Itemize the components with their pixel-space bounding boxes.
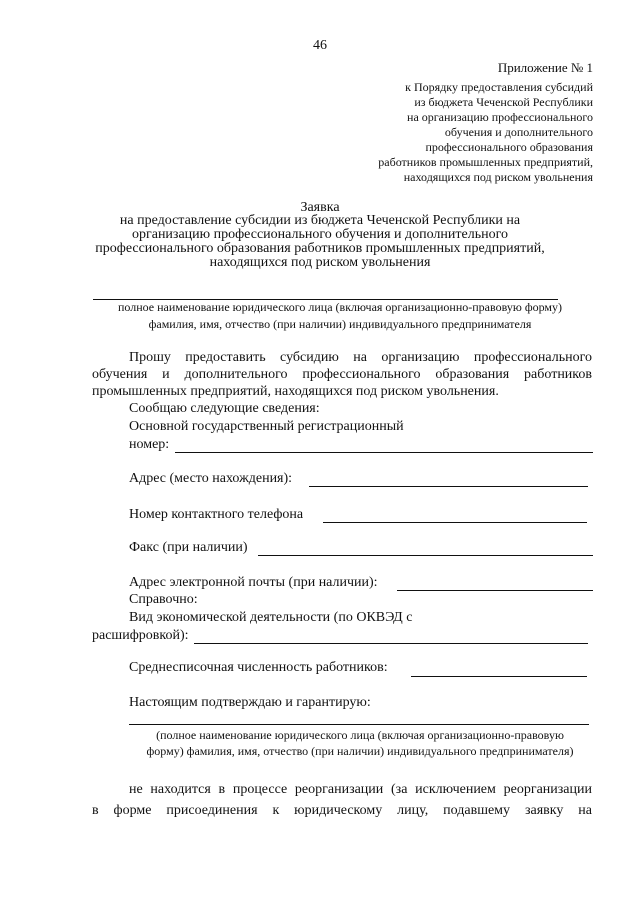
- subtitle-line: организацию профессионального обучения и дополнительного: [131, 227, 508, 242]
- headcount-label: Среднесписочная численность работников:: [129, 660, 388, 675]
- appendix-line: работников промышленных предприятий,: [378, 155, 593, 169]
- address-input-line[interactable]: [309, 486, 588, 487]
- address-label: Адрес (место нахождения):: [129, 471, 293, 486]
- okved-label-line1: Вид экономической деятельности (по ОКВЭД с: [129, 610, 413, 625]
- appendix-line: обучения и дополнительного: [444, 125, 593, 139]
- appendix-reference: [378, 80, 593, 185]
- fax-input-line[interactable]: [258, 555, 593, 556]
- confirm-name-line[interactable]: [129, 724, 589, 725]
- subtitle-line: профессионального образования работников промышленных предприятий,: [95, 241, 545, 256]
- appendix-line: из бюджета Чеченской Республики: [414, 95, 593, 109]
- appendix-line: на организацию профессионального: [407, 110, 593, 124]
- applicant-caption: [60, 299, 620, 333]
- phone-input-line[interactable]: [323, 522, 587, 523]
- page-number: 46: [313, 38, 327, 53]
- request-line: промышленных предприятий, находящихся под риском увольнения.: [92, 384, 499, 399]
- email-input-line[interactable]: [397, 590, 593, 591]
- document-subtitle: [0, 214, 640, 270]
- closing-line: не находится в процессе реорганизации (за исключением реорганизации: [129, 782, 592, 797]
- request-line: обучения и дополнительного профессионального образования работников: [92, 367, 592, 382]
- request-line: Прошу предоставить субсидию на организацию профессионального: [129, 350, 592, 365]
- reference-label: Справочно:: [129, 592, 198, 607]
- confirm-caption: [120, 727, 600, 759]
- request-paragraph: [92, 349, 592, 400]
- appendix-title: Приложение № 1: [497, 60, 593, 75]
- caption-line: полное наименование юридического лица (включая организационно-правовую форму): [117, 300, 562, 314]
- ogrn-label-line1: Основной государственный регистрационный: [129, 419, 404, 434]
- okved-input-line[interactable]: [194, 643, 588, 644]
- confirm-label: Настоящим подтверждаю и гарантирую:: [129, 695, 371, 710]
- email-label: Адрес электронной почты (при наличии):: [129, 575, 378, 590]
- appendix-line: к Порядку предоставления субсидий: [405, 80, 593, 94]
- appendix-line: находящихся под риском увольнения: [403, 170, 593, 184]
- caption-line: (полное наименование юридического лица (включая организационно-правовую: [156, 728, 564, 742]
- phone-label: Номер контактного телефона: [129, 507, 304, 522]
- info-intro: Сообщаю следующие сведения:: [129, 401, 320, 416]
- ogrn-input-line[interactable]: [175, 452, 593, 453]
- caption-line: фамилия, имя, отчество (при наличии) индивидуального предпринимателя: [148, 317, 532, 331]
- closing-paragraph: [92, 779, 592, 821]
- ogrn-label-line2: номер:: [129, 437, 170, 452]
- caption-line: форму) фамилия, имя, отчество (при наличии) индивидуального предпринимателя): [146, 744, 574, 758]
- closing-line: в форме присоединения к юридическому лицу, подавшему заявку на: [92, 803, 592, 818]
- subtitle-line: на предоставление субсидии из бюджета Чеченской Республики на: [119, 213, 521, 228]
- fax-label: Факс (при наличии): [129, 540, 248, 555]
- headcount-input-line[interactable]: [411, 676, 587, 677]
- subtitle-line: находящихся под риском увольнения: [209, 255, 431, 270]
- document-title: Заявка: [300, 200, 340, 215]
- okved-label-line2: расшифровкой):: [92, 628, 189, 643]
- appendix-line: профессионального образования: [425, 140, 593, 154]
